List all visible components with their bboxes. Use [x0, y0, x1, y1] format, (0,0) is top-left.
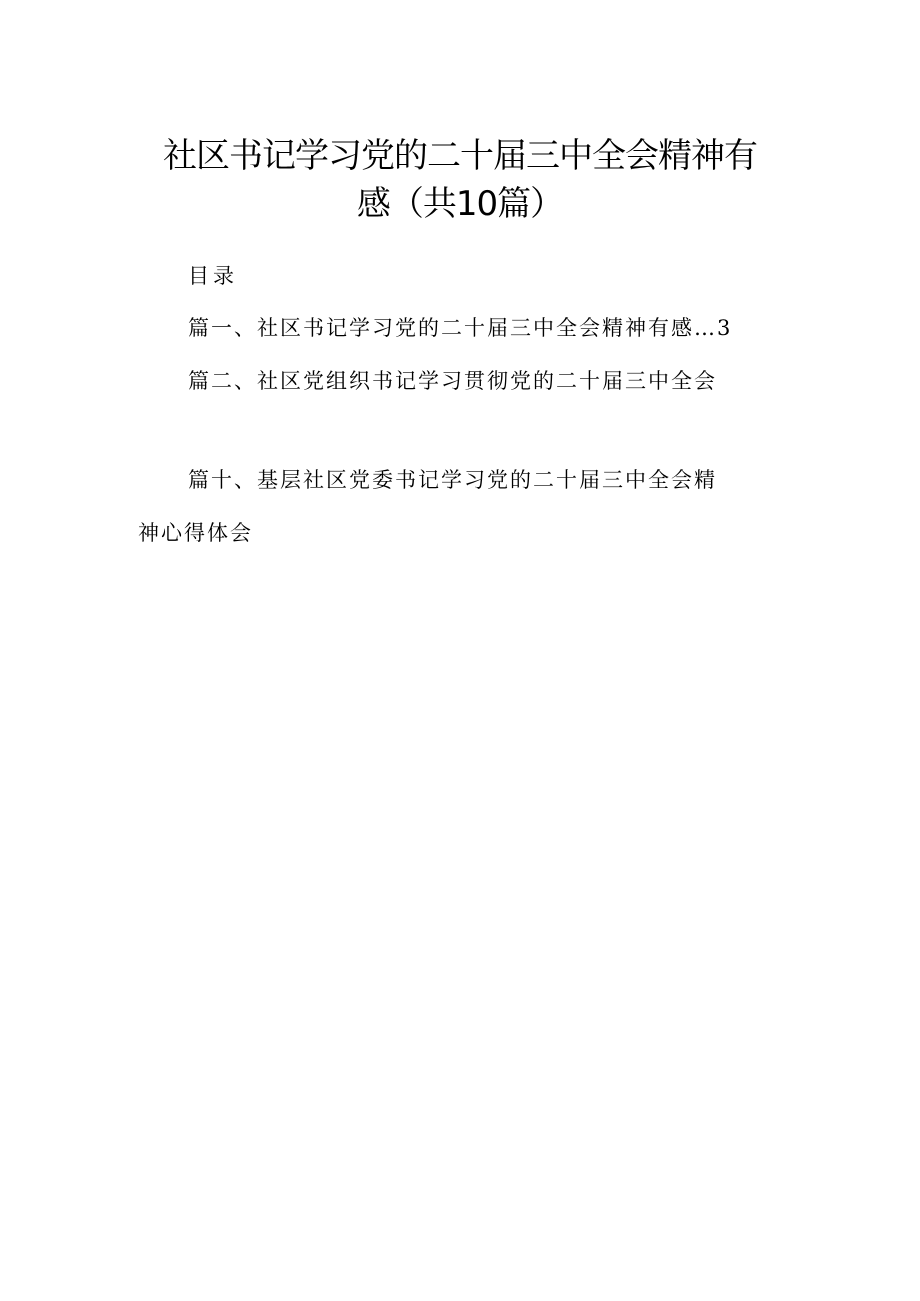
title-line-1: 社区书记学习党的二十届三中全会精神有	[163, 136, 757, 176]
toc-entry-1[interactable]: 篇一、社区书记学习党的二十届三中全会精神有感…3	[188, 316, 733, 340]
toc-entry-2[interactable]: 篇二、社区党组织书记学习贯彻党的二十届三中全会	[188, 369, 717, 393]
title-line-2: 感（共10篇）	[356, 184, 564, 224]
toc-entry-10-line-1[interactable]: 篇十、基层社区党委书记学习党的二十届三中全会精	[188, 468, 717, 492]
toc-heading: 目录	[188, 264, 238, 288]
document-title	[140, 132, 780, 228]
toc-entry-10-line-2[interactable]: 神心得体会	[138, 521, 253, 545]
